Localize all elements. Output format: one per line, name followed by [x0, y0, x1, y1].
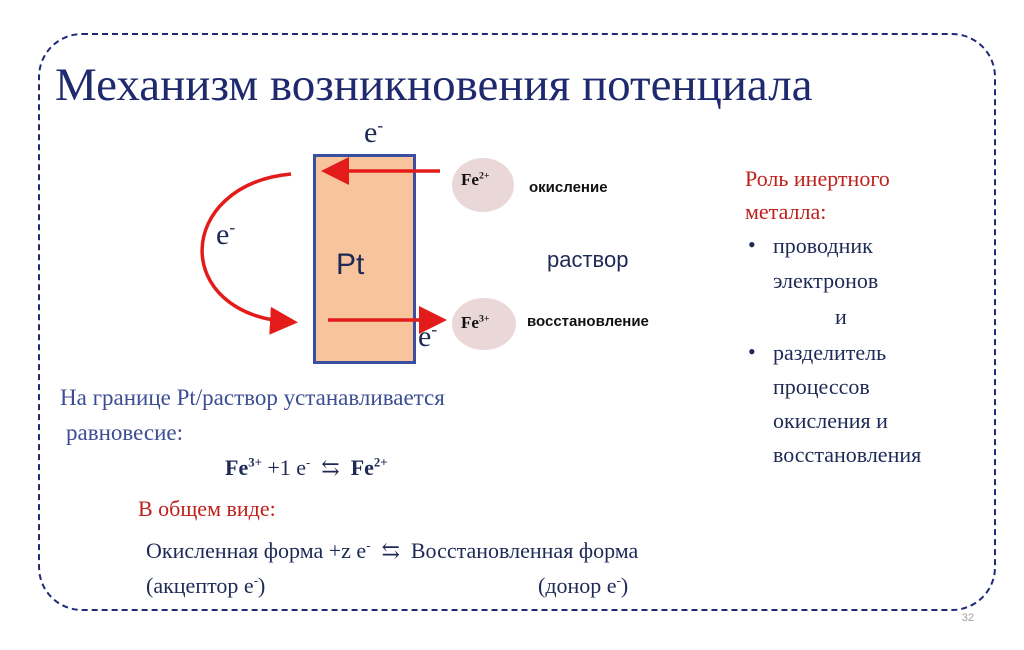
electrode-label: Pt	[336, 248, 365, 281]
electron-symbol: e	[418, 320, 432, 353]
page-number: 32	[961, 612, 974, 624]
electron-left-label	[216, 218, 235, 252]
acceptor-close: )	[257, 573, 266, 598]
electron-bottom-label	[418, 320, 437, 354]
equilibrium-arrow-icon: ⇆	[321, 455, 340, 480]
acceptor-label	[146, 573, 265, 599]
fe2-charge: 2+	[478, 170, 490, 182]
donor-label	[538, 573, 628, 599]
eq-plus-electron: +1 e	[267, 455, 307, 480]
equilibrium-line2: равновесие:	[66, 420, 183, 445]
acceptor-minus: -	[253, 573, 258, 588]
reduction-label: восстановление	[527, 313, 649, 330]
donor-close: )	[620, 573, 629, 598]
bullet2-line2: процессов	[773, 374, 870, 399]
acceptor-text: (акцептор e	[146, 573, 254, 598]
eq-fe2: Fe	[350, 455, 374, 480]
bullet-1: •	[748, 232, 756, 257]
minus-sup: -	[377, 115, 384, 135]
minus-sup: -	[431, 319, 438, 339]
eq-fe3: Fe	[225, 455, 249, 480]
bullet2-line1: разделитель	[773, 340, 887, 365]
page-title: Механизм возникновения потенциала	[55, 59, 813, 111]
donor-text: (донор e	[538, 573, 617, 598]
electron-symbol: e	[364, 116, 378, 149]
minus-sup: -	[229, 217, 236, 237]
bullet-2: •	[748, 339, 756, 364]
conjunction: и	[835, 304, 847, 329]
oxidized-form: Окисленная форма +z e	[146, 538, 367, 563]
eq-fe3-charge: 3+	[248, 455, 262, 470]
role-heading-line2: металла:	[745, 199, 827, 224]
general-arrow-icon: ⇆	[381, 538, 400, 563]
bullet2-line4: восстановления	[773, 442, 922, 467]
general-minus: -	[366, 538, 371, 553]
eq-fe2-charge: 2+	[373, 455, 388, 470]
solution-label: раствор	[547, 247, 629, 272]
fe3-label	[461, 313, 489, 333]
general-equation	[146, 538, 638, 564]
electron-symbol: e	[216, 218, 230, 251]
equilibrium-equation	[225, 455, 388, 481]
electron-top-label	[364, 116, 383, 150]
bullet1-line1: проводник	[773, 233, 873, 258]
bullet2-line3: окисления и	[773, 408, 888, 433]
reduced-form: Восстановленная форма	[410, 538, 639, 563]
general-heading: В общем виде:	[138, 496, 276, 521]
equilibrium-line1: На границе Pt/раствор устанавливается	[60, 385, 445, 410]
fe2-label	[461, 170, 489, 190]
bullet1-line2: электронов	[773, 268, 879, 293]
fe2-symbol: Fe	[461, 170, 479, 189]
role-heading-line1: Роль инертного	[745, 166, 890, 191]
oxidation-label: окисление	[529, 179, 608, 196]
donor-minus: -	[616, 573, 621, 588]
fe3-symbol: Fe	[461, 313, 479, 332]
fe3-charge: 3+	[478, 313, 490, 325]
eq-minus: -	[306, 455, 311, 470]
